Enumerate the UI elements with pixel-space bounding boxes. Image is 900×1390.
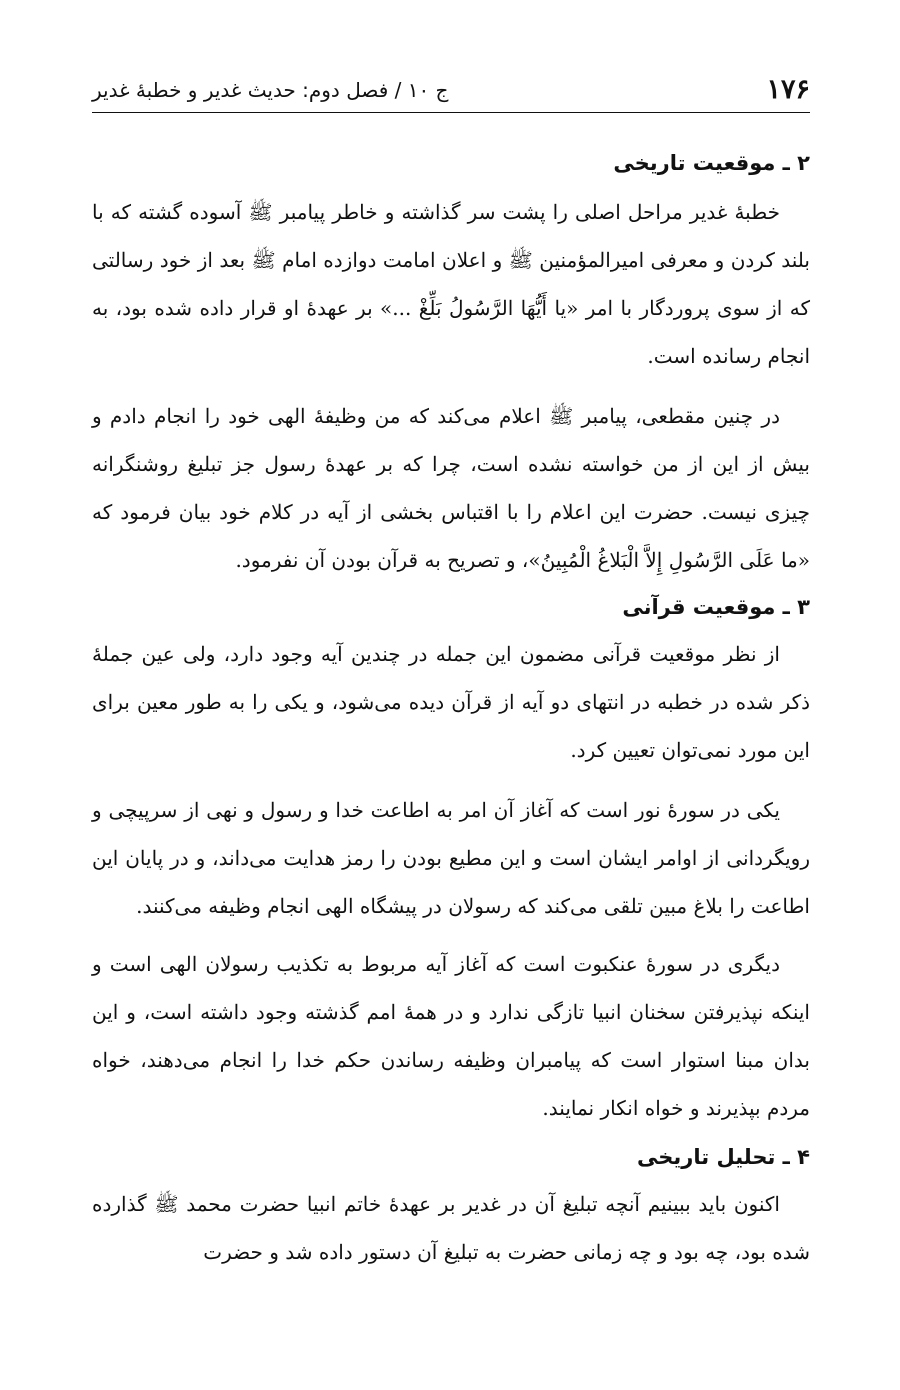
paragraph: از نظر موقعیت قرآنی مضمون این جمله در چندین آیه وجود دارد، ولی عین جملهٔ ذکر شده در خطبه در انتهای دو آیه از قرآن دیده می‌شود، و یکی را به طور معین برای این مورد نمی‌توان تعیین کرد. bbox=[92, 642, 810, 762]
section-heading: ۲ ـ موقعیت تاریخی bbox=[613, 151, 810, 175]
paragraph: اکنون باید ببینیم آنچه تبلیغ آن در غدیر بر عهدهٔ خاتم انبیا حضرت محمد ﷺ گذارده شده بود، چه بود و چه زمانی حضرت به تبلیغ آن دستور داده شد و حضرت bbox=[92, 1192, 810, 1264]
section-heading: ۴ ـ تحلیل تاریخی bbox=[637, 1145, 810, 1169]
section-heading: ۳ ـ موقعیت قرآنی bbox=[622, 595, 810, 619]
paragraph: دیگری در سورهٔ عنکبوت است که آغاز آیه مربوط به تکذیب رسولان الهی است و اینکه نپذیرفتن سخنان انبیا تازگی ندارد و در همهٔ امم گذشته وجود داشته است، و این بدان مبنا استوار است که پیامبران وظیفه رساندن حکم خدا را انجام می‌دهند، خواه مردم بپذیرند و خواه انکار نمایند. bbox=[92, 952, 810, 1120]
paragraph: در چنین مقطعی، پیامبر ﷺ اعلام می‌کند که من وظیفهٔ الهی خود را انجام دادم و بیش از این از من خواسته نشده است، چرا که بر عهدهٔ رسول جز تبلیغ روشنگرانه چیزی نیست. حضرت این اعلام را با اقتباس بخشی از آیه در کلام خود بیان فرمود که «ما عَلَى الرَّسُولِ إِلاَّ الْبَلاغُ الْمُبِینُ»، و تصریح به قرآن بودن آن نفرمود. bbox=[92, 404, 811, 572]
page-number: ۱۷۶ bbox=[766, 74, 810, 105]
section-historical-analysis bbox=[92, 1140, 810, 1276]
book-page bbox=[92, 60, 810, 1276]
paragraph: یکی در سورهٔ نور است که آغاز آن امر به اطاعت خدا و رسول و نهی از سرپیچی و رویگردانی از اوامر ایشان است و این مطیع بودن را رمز هدایت می‌داند، و در پایان این اطاعت را بلاغ مبین تلقی می‌کند که رسولان در پیشگاه الهی انجام وظیفه می‌کنند. bbox=[92, 798, 810, 918]
chapter-title: ج ۱۰ / فصل دوم: حدیث غدیر و خطبهٔ غدیر bbox=[92, 78, 449, 102]
section-quranic-position bbox=[92, 590, 810, 1132]
section-historical-position bbox=[92, 146, 810, 584]
paragraph: خطبهٔ غدیر مراحل اصلی را پشت سر گذاشته و خاطر پیامبر ﷺ آسوده گشته که با بلند کردن و معرفی امیرالمؤمنین ﷺ و اعلان امامت دوازده امام ﷺ بعد از خود رسالتی که از سوی پروردگار با امر «یا أَیُّهَا الرَّسُولُ بَلِّغْ ...» بر عهدهٔ او قرار داده شده بود، به انجام رسانده است. bbox=[92, 200, 810, 368]
running-header bbox=[92, 60, 810, 113]
